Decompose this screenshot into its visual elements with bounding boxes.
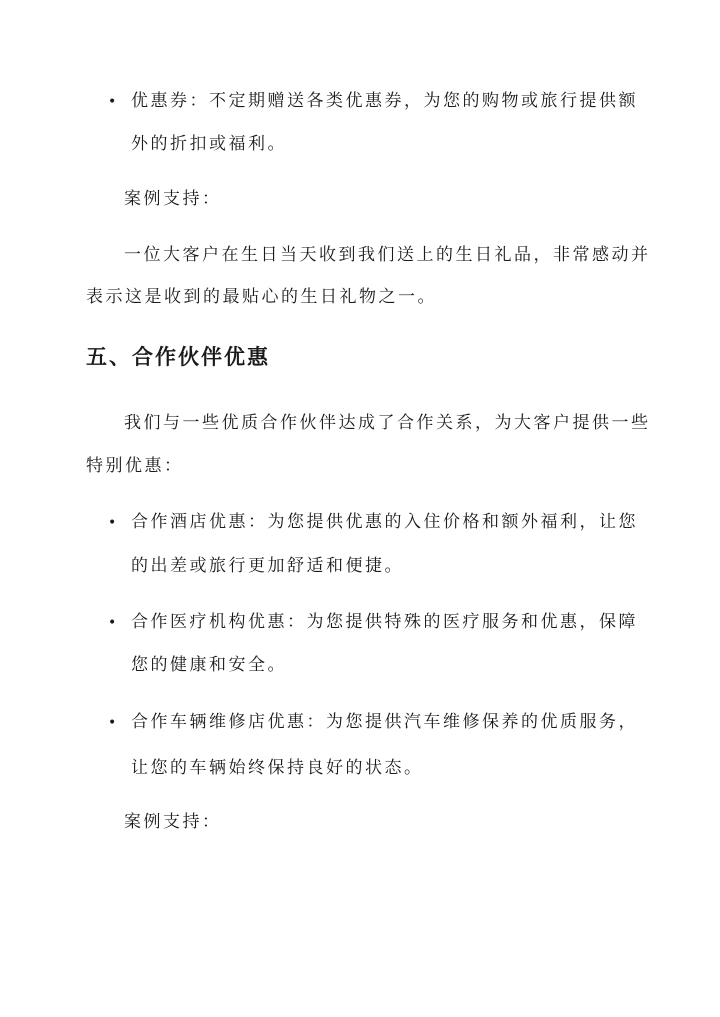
list-item-text-continued: 外的折扣或福利。 xyxy=(131,134,287,154)
bullet-marker: • xyxy=(108,515,117,531)
case-support-label: 案例支持： xyxy=(124,812,222,832)
list-item-text-continued: 的出差或旅行更加舒适和便捷。 xyxy=(131,556,404,576)
section-heading: 五、合作伙伴优惠 xyxy=(86,344,270,369)
case-support-label: 案例支持： xyxy=(124,189,222,209)
bullet-marker: • xyxy=(108,615,117,631)
list-item-text-continued: 让您的车辆始终保持良好的状态。 xyxy=(131,758,424,778)
list-item-text: 合作酒店优惠：为您提供优惠的入住价格和额外福利，让您 xyxy=(131,512,638,532)
case-paragraph: 一位大客户在生日当天收到我们送上的生日礼品，非常感动并 xyxy=(124,245,651,265)
list-item-text: 优惠券：不定期赠送各类优惠券，为您的购物或旅行提供额 xyxy=(131,91,638,111)
list-item-text: 合作医疗机构优惠：为您提供特殊的医疗服务和优惠，保障 xyxy=(131,612,638,632)
bullet-marker: • xyxy=(108,715,117,731)
intro-paragraph-continued: 特别优惠： xyxy=(86,456,184,476)
list-item-text: 合作车辆维修店优惠：为您提供汽车维修保养的优质服务， xyxy=(131,712,638,732)
intro-paragraph: 我们与一些优质合作伙伴达成了合作关系，为大客户提供一些 xyxy=(124,413,651,433)
bullet-marker: • xyxy=(108,94,117,110)
list-item-text-continued: 您的健康和安全。 xyxy=(131,655,287,675)
case-paragraph-continued: 表示这是收到的最贴心的生日礼物之一。 xyxy=(86,287,437,307)
